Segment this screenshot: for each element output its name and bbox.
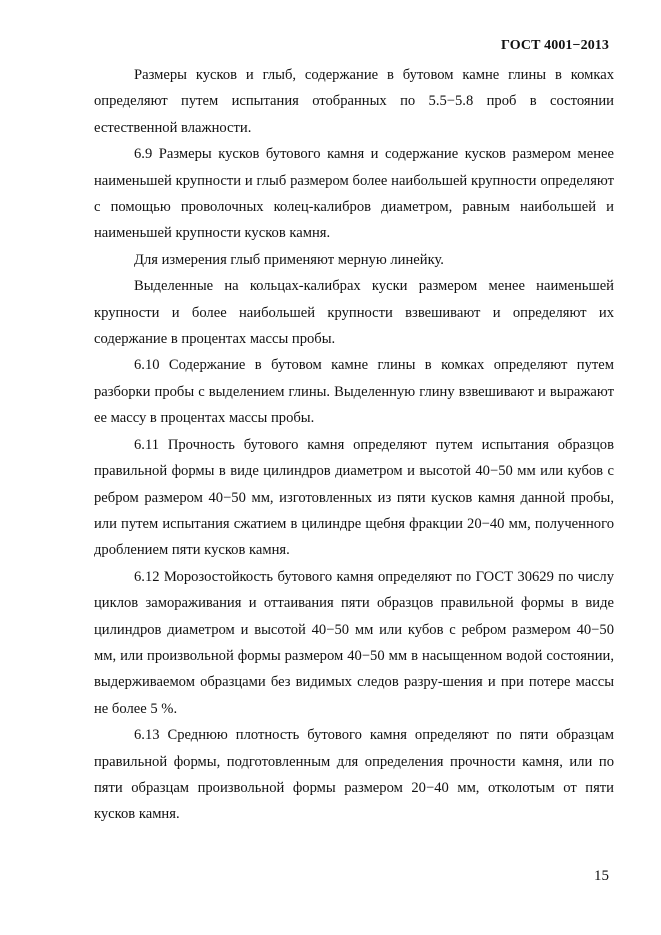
paragraph-6-9: 6.9 Размеры кусков бутового камня и содержание кусков размером менее наименьшей крупности и глыб размером более наибольшей крупности определяют с помощью проволочных колец-калибров диаметром, равным наибольшей и наименьшей крупности кусков камня. <box>94 146 614 242</box>
paragraph-ruler: Для измерения глыб применяют мерную линейку. <box>134 251 444 268</box>
standard-designation: ГОСТ 4001−2013 <box>501 38 609 53</box>
paragraph-6-12: 6.12 Морозостойкость бутового камня определяют по ГОСТ 30629 по числу циклов замораживания и оттаивания пяти образцов правильной формы в виде цилиндров диаметром и высотой 40−50 мм или кубов с ребром размером 40−50 мм, или произвольной формы размером 40−50 мм в насыщенном водой состоянии, выдерживаемом образцами без видимых следов разру-шения и при потере массы не более 5 %. <box>94 568 614 717</box>
paragraph-weighing: Выделенные на кольцах-калибрах куски размером менее наименьшей крупности и более наибольшей крупности взвешивают и определяют их содержание в процентах массы пробы. <box>94 278 614 348</box>
paragraph-6-10: 6.10 Содержание в бутовом камне глины в комках определяют путем разборки пробы с выделением глины. Выделенную глину взвешивают и выражают ее массу в процентах массы пробы. <box>94 357 614 427</box>
paragraph-6-13: 6.13 Среднюю плотность бутового камня определяют по пяти образцам правильной формы, подготовленным для определения прочности камня, или по пяти образцам произвольной формы размером 20−40 мм, отколотым от пяти кусков камня. <box>94 727 614 823</box>
page-number: 15 <box>594 868 609 884</box>
paragraph-6-11: 6.11 Прочность бутового камня определяют путем испытания образцов правильной формы в виде цилиндров диаметром и высотой 40−50 мм или кубов с ребром размером 40−50 мм, изготовленных из пяти кусков камня данной пробы, или путем испытания сжатием в цилиндре щебня фракции 20−40 мм, полученного дроблением пяти кусков камня. <box>94 436 614 559</box>
body-text <box>94 62 614 828</box>
paragraph-sampling: Размеры кусков и глыб, содержание в бутовом камне глины в комках определяют путем испытания отобранных по 5.5−5.8 проб в состоянии естественной влажности. <box>94 67 614 136</box>
